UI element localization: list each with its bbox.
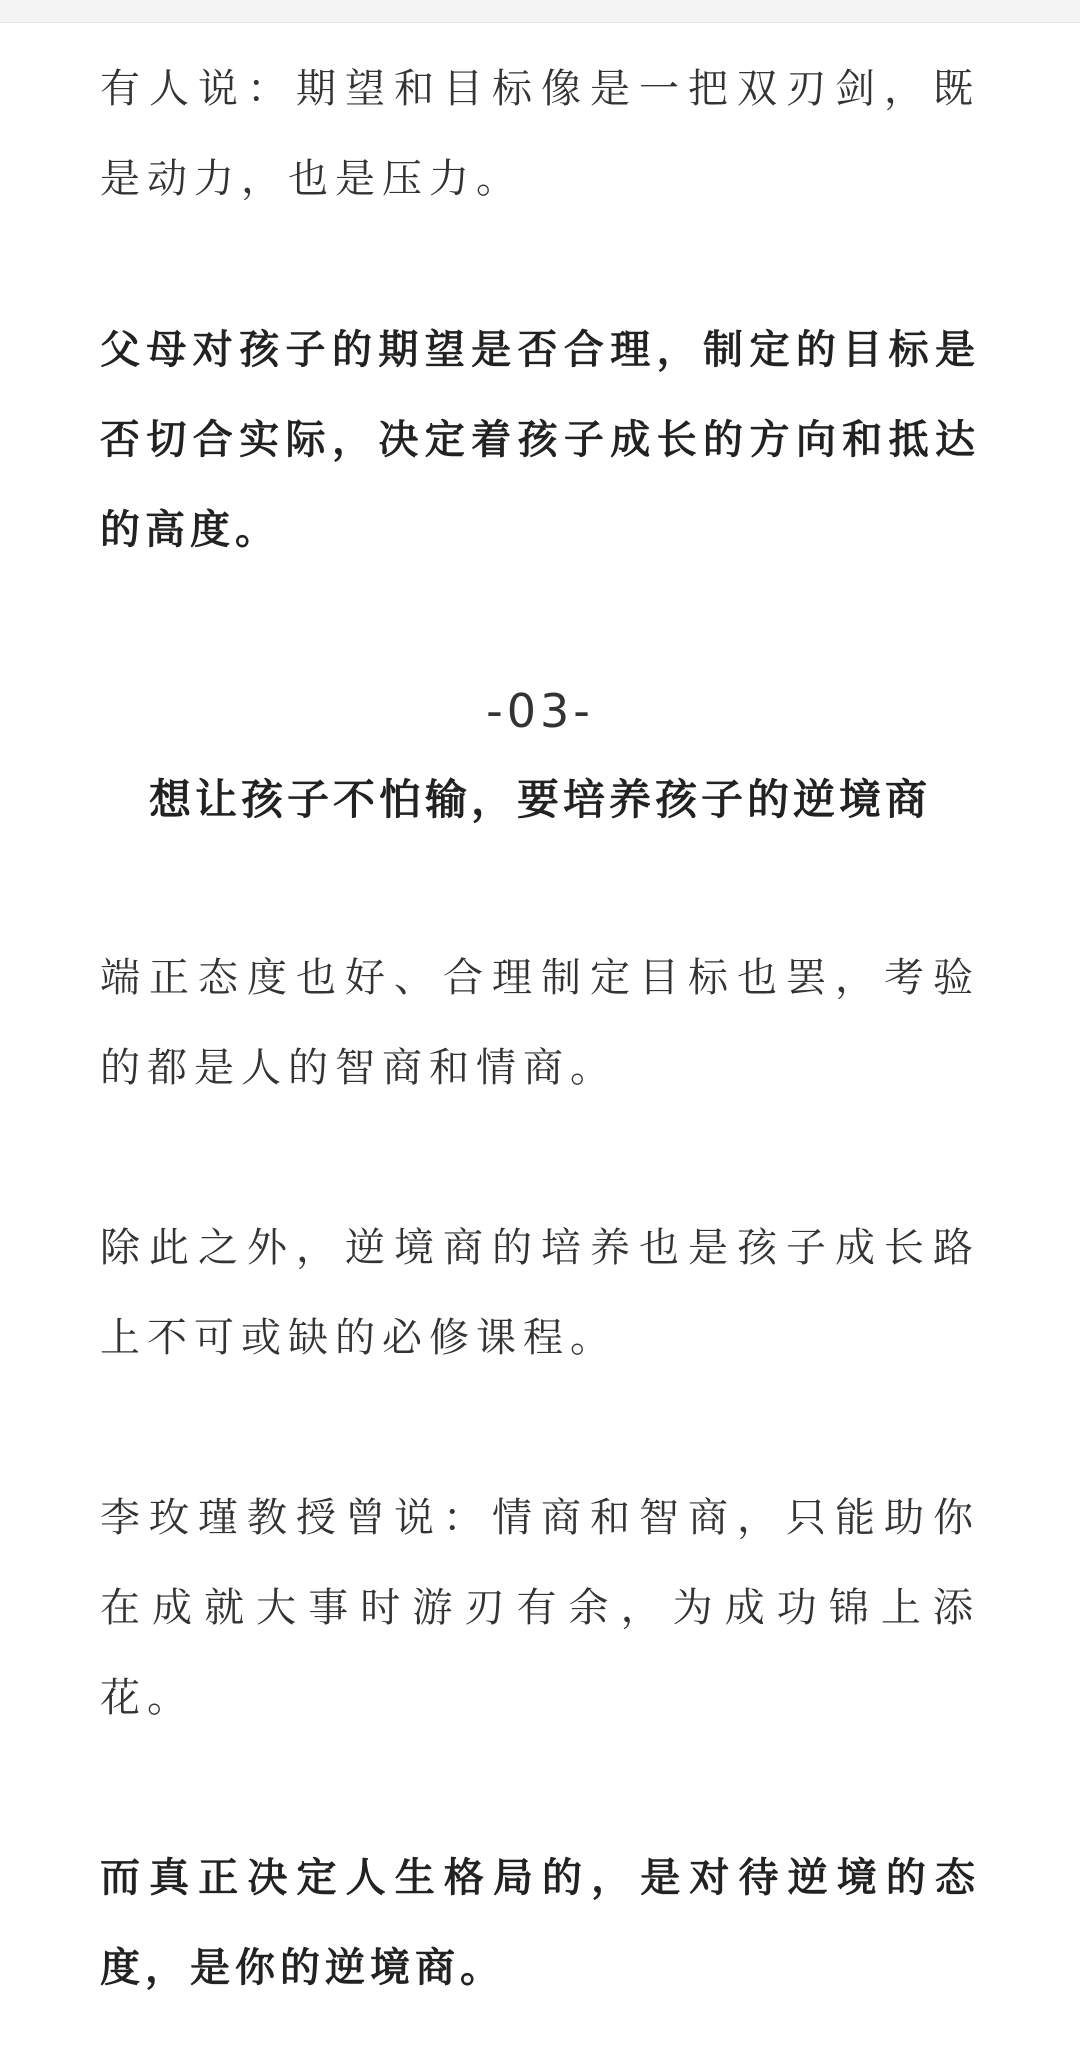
paragraph-parents-expectations-bold: 父母对孩子的期望是否合理，制定的目标是否切合实际，决定着孩子成长的方向和抵达的高度。 <box>100 327 980 553</box>
paragraph-professor-quote: 李玫瑾教授曾说：情商和智商，只能助你在成就大事时游刃有余，为成功锦上添花。 <box>100 1495 980 1721</box>
section-number: -03- <box>486 684 594 738</box>
section-title: 想让孩子不怕输，要培养孩子的逆境商 <box>148 775 931 824</box>
paragraph-adversity-quotient-course: 除此之外，逆境商的培养也是孩子成长路上不可或缺的必修课程。 <box>100 1225 980 1361</box>
top-divider-strip <box>0 0 1080 23</box>
paragraph-life-pattern-bold: 而真正决定人生格局的，是对待逆境的态度，是你的逆境商。 <box>100 1855 980 1991</box>
paragraph-iq-eq: 端正态度也好、合理制定目标也罢，考验的都是人的智商和情商。 <box>100 955 980 1091</box>
paragraph-expectations-double-edged: 有人说：期望和目标像是一把双刃剑，既是动力，也是压力。 <box>100 66 980 202</box>
